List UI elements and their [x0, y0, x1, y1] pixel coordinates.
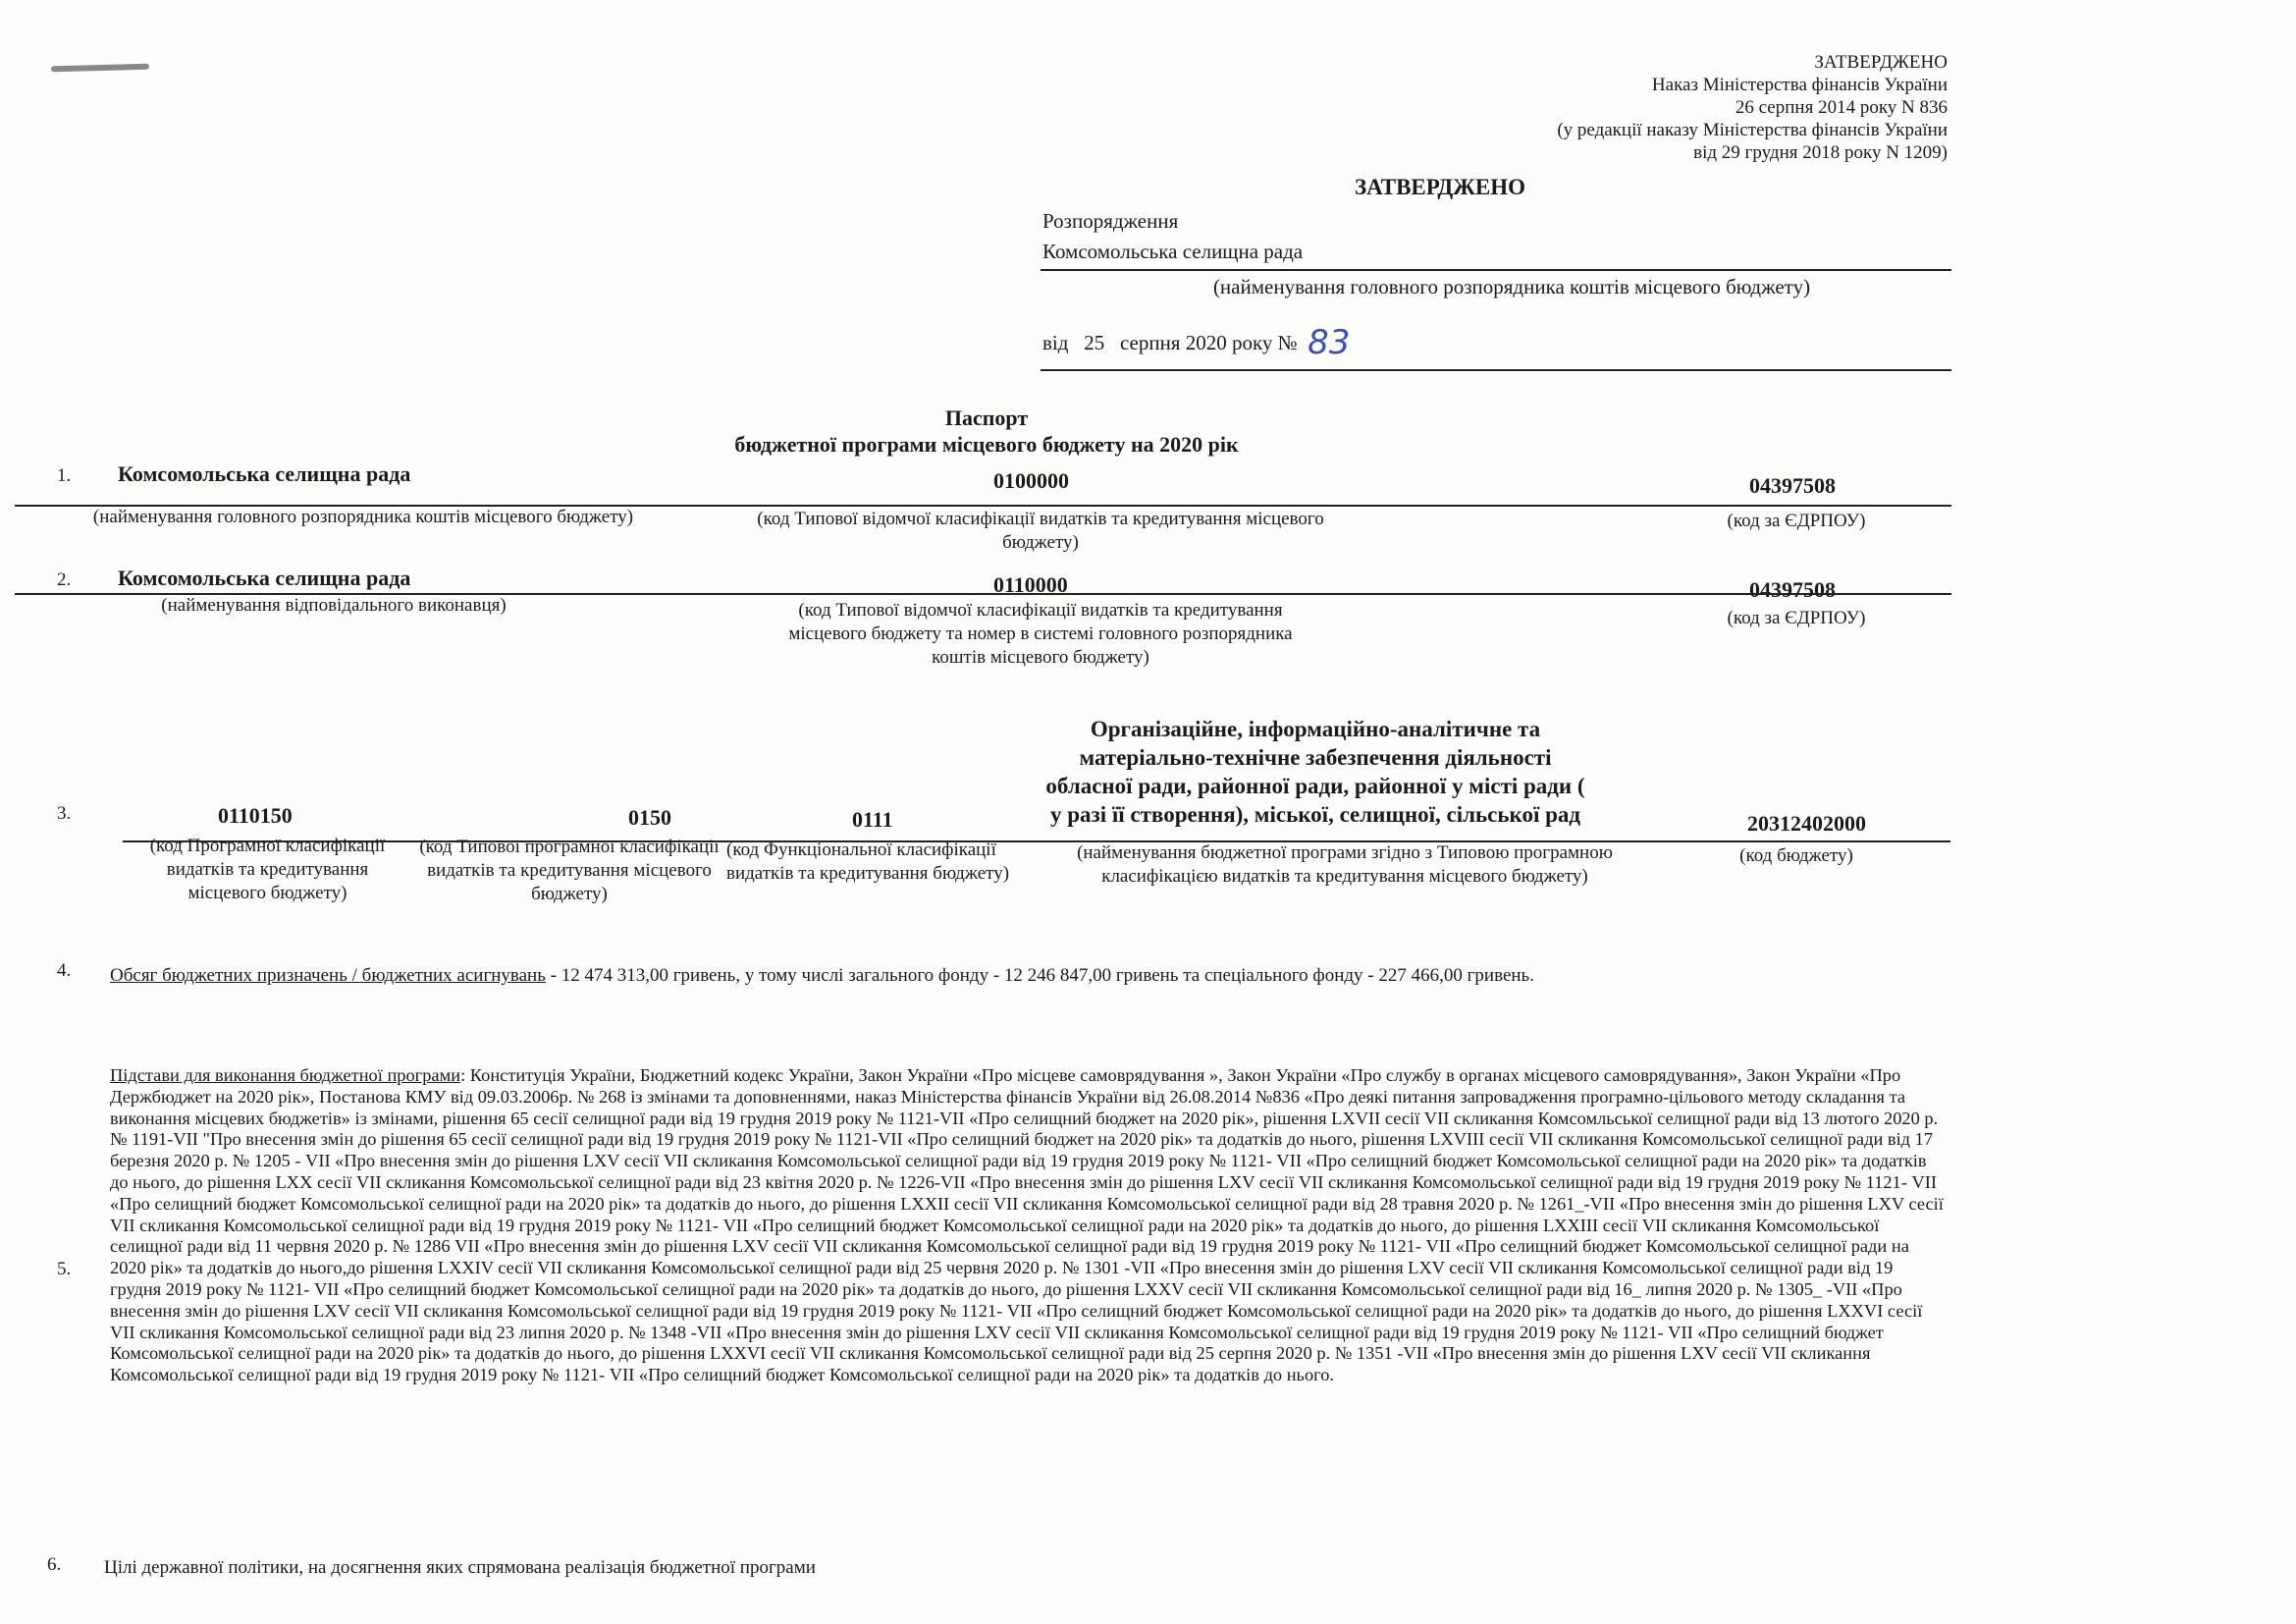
section2-code-caption-2: місцевого бюджету та номер в системі головного розпорядника [788, 623, 1293, 644]
section2-code-caption-1: (код Типової відомчої класифікації видатків та кредитування [798, 600, 1283, 621]
section2-code-caption-3: коштів місцевого бюджету) [932, 647, 1149, 668]
approval-doc-type: Розпорядження [1042, 209, 1179, 233]
section4-number: 4. [57, 960, 72, 981]
section3-prog-code: 0110150 [218, 803, 293, 828]
section6-number: 6. [47, 1554, 62, 1575]
section3-func-code: 0111 [852, 807, 893, 832]
section3-budget-code: 20312402000 [1747, 811, 1866, 836]
approval-day: 25 [1084, 331, 1105, 354]
approval-date-prefix: від [1042, 331, 1069, 354]
section2-code-caption [726, 599, 1355, 670]
section1-edrpou-caption: (код за ЄДРПОУ) [1727, 511, 1866, 531]
approval-date-line [1041, 369, 1951, 371]
approval-date [1042, 319, 1351, 362]
section6-text: Цілі державної політики, на досягнення яких спрямована реалізація бюджетної програми [104, 1557, 816, 1578]
approval-authority-line [1041, 269, 1951, 271]
section1-code-caption: (код Типової відомчої класифікації видатків та кредитування місцевого бюджету) [757, 509, 1324, 553]
stamp-line1: Наказ Міністерства фінансів України [1651, 75, 1948, 95]
section1-name: Комсомольська селищна рада [118, 461, 411, 486]
section3-name-2: матеріально-технічне забезпечення діяльності [1079, 745, 1552, 770]
approval-number: 83 [1308, 323, 1351, 362]
section3-budget-caption: (код бюджету) [1739, 845, 1853, 866]
section5-value: : Конституція України, Бюджетний кодекс України, Закон України «Про місцеве самоврядування », Закон України «Про службу в органах місцевого самоврядування», Закон України «Про Держбюджет на 2020 рік», Постанова КМУ від 09.03.2006р. № 268 із змінами та доповненнями, наказ Міністерства фінансів України від 26.08.2014 №836 «Про деякі питання запровадження програмно-цільового методу складання та виконання місцевих бюджетів» із змінами, рішення 65 сесії селищної ради від 19 грудня 2019 року № 1121-VII «Про селищний бюджет на 2020 рік», рішення LXVII сесії VII скликання Комсомльської селищної ради від 13 лютого 2020 р. № 1191-VII "Про внесення змін до рішення 65 сесії селищної ради від 19 грудня 2019 року № 1121-VII «Про селищний бюджет на 2020 рік» та додатків до нього, рішення LXVIII сесії VII скликання Комсомольської селищної ради від 17 березня 2020 р. № 1205 - VII «Про внесення змін до рішення LXV сесії VII скликання Комсомольської селищної ради від 19 грудня 2019 року № 1121- VII «Про селищний бюджет Комсомольської селищної ради на 2020 рік» та додатків до нього, до рішення LXX сесії VII скликання Комсомольської селищної ради від 23 квітня 2020 р. № 1226-VII «Про внесення змін до рішення LXV сесії VII скликання Комсомольської селищної ради від 19 грудня 2019 року № 1121- VII «Про селищний бюджет Комсомольської селищної ради на 2020 рік» та додатків до нього, до рішення LXXII сесії VII скликання Комсомольської селищної ради від 28 травня 2020 р. № 1261_-VII «Про внесення змін до рішення LXV сесії VII скликання Комсомольської селищної ради від 19 грудня 2019 року № 1121- VII «Про селищний бюджет Комсомольської селищної ради на 2020 рік» та додатків до нього, до рішення LXXIII сесії VII скликання Комсомольської селищної ради від 11 червня 2020 р. № 1286 VII «Про внесення змін до рішення LXV сесії VII скликання Комсомольської селищної ради від 19 грудня 2019 року № 1121- VII «Про селищний бюджет Комсомольської селищної ради на 2020 рік» та додатків до нього,до рішення LXXIV сесії VII скликання Комсомольської селищної ради від 25 червня 2020 р. № 1301 -VII «Про внесення змін до рішення LXV сесії VII скликання Комсомольської селищної ради від 19 грудня 2019 року № 1121- VII «Про селищний бюджет Комсомольської селищної ради на 2020 рік» та додатків до нього, до рішення LXXV сесії VII скликання Комсомольської селищної ради від 16_ липня 2020 р. № 1305_ -VII «Про внесення змін до рішення LXV сесії VII скликання Комсомольської селищної ради від 19 грудня 2019 року № 1121- VII «Про селищний бюджет Комсомольської селищної ради на 2020 рік» та додатків до нього, до рішення LXXVI сесії VII скликання Комсомольської селищної ради від 23 липня 2020 р. № 1348 -VII «Про внесення змін до рішення LXV сесії VII скликання Комсомольської селищної ради від 19 грудня 2019 року № 1121- VII «Про селищний бюджет Комсомольської селищної ради на 2020 рік» та додатків до нього, до рішення LXXVI сесії VII скликання Комсомольської селищної ради від 25 серпня 2020 р. № 1351 -VII «Про внесення змін до рішення LXV сесії VII скликання Комсомольської селищної ради від 19 грудня 2019 року № 1121- VII «Про селищний бюджет Комсомольської селищної ради на 2020 рік» та додатків до нього. [110, 1065, 1944, 1385]
section3-name-3: обласної ради, районної ради, районної у місті ради ( [1045, 774, 1585, 798]
passport-title [589, 405, 1384, 458]
section3-name-4: у разі її створення), міської, селищної, сільської рад [1049, 802, 1581, 827]
section5-number: 5. [57, 1259, 72, 1279]
section3-name-caption: (найменування бюджетної програми згідно з Типовою програмною класифікацією видатків та кредитування місцевого бюджету) [1077, 842, 1613, 887]
section2-edrpou-caption: (код за ЄДРПОУ) [1727, 608, 1866, 628]
stamp-approved: ЗАТВЕРДЖЕНО [1814, 52, 1948, 73]
section2-number: 2. [57, 569, 72, 590]
section3-typ-code: 0150 [628, 805, 671, 830]
section3-name-1: Організаційне, інформаційно-аналітичне та [1090, 717, 1541, 741]
section4-label: Обсяг бюджетних призначень / бюджетних асигнувань [110, 965, 546, 986]
section4-text [110, 965, 1955, 987]
section3-func-caption: (код Функціональної класифікації видатків та кредитування бюджету) [726, 839, 1010, 884]
section4-value: - 12 474 313,00 гривень, у тому числі загального фонду - 12 246 847,00 гривень та спеціального фонду - 227 466,00 гривень. [545, 965, 1534, 986]
section2-edrpou: 04397508 [1749, 577, 1836, 602]
section3-number: 3. [57, 803, 72, 824]
section1-number: 1. [57, 465, 72, 486]
scan-mark [51, 64, 149, 73]
passport-title-line1: Паспорт [944, 406, 1029, 430]
section3-program-name [1021, 715, 1610, 829]
section3-typ-caption: (код Типової програмної класифікації видатків та кредитування місцевого бюджету) [419, 837, 720, 904]
section1-edrpou: 04397508 [1749, 473, 1836, 498]
section5-label: Підстави для виконання бюджетної програми [110, 1065, 461, 1085]
approval-month-year: серпня 2020 року № [1119, 331, 1298, 354]
section2-name: Комсомольська селищна рада [118, 566, 411, 590]
approval-title: ЗАТВЕРДЖЕНО [1355, 175, 1526, 199]
approval-stamp [1260, 51, 1948, 164]
passport-title-line2: бюджетної програми місцевого бюджету на 2020 рік [734, 432, 1239, 457]
approval-authority-caption: (найменування головного розпорядника коштів місцевого бюджету) [1212, 275, 1811, 298]
section5-text [110, 1065, 1946, 1386]
stamp-line2: 26 серпня 2014 року N 836 [1735, 97, 1948, 118]
approval-authority: Комсомольська селищна рада [1042, 240, 1304, 263]
section2-name-caption: (найменування відповідального виконавця) [161, 595, 507, 616]
stamp-line4: від 29 грудня 2018 року N 1209) [1693, 142, 1948, 163]
stamp-line3: (у редакції наказу Міністерства фінансів України [1557, 120, 1948, 140]
section1-code: 0100000 [993, 468, 1069, 493]
section2-code: 0110000 [993, 572, 1068, 597]
section3-prog-caption: (код Програмної класифікації видатків та кредитування місцевого бюджету) [149, 836, 386, 903]
section1-name-caption: (найменування головного розпорядника коштів місцевого бюджету) [92, 507, 634, 527]
